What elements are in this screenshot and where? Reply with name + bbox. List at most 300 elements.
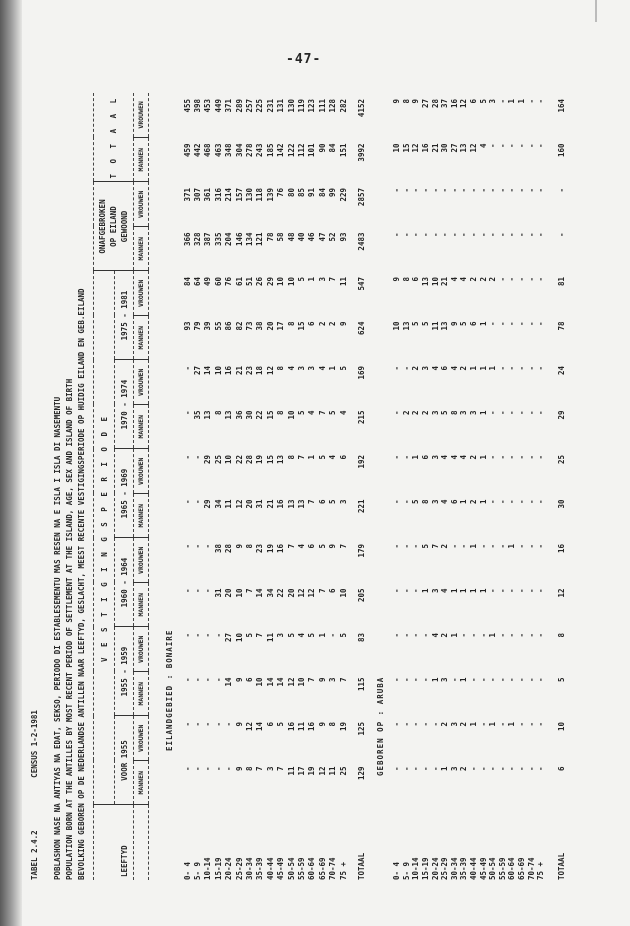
cell-value: - — [526, 722, 536, 727]
table-row — [488, 93, 498, 880]
cell-value: 459 — [182, 143, 192, 158]
cell-value: 13 — [421, 277, 431, 287]
cell-value: - — [517, 766, 527, 772]
cell-value: 1 — [440, 766, 450, 772]
cell-value: - — [182, 499, 192, 505]
cell-value: 2 — [469, 499, 479, 505]
cell-value: 2 — [469, 277, 479, 282]
cell-value: 2 — [459, 366, 469, 371]
cell-value: 3 — [421, 366, 431, 371]
period-header: 1975 - 1981 — [115, 271, 134, 360]
cell-value: 15 — [265, 455, 275, 465]
cell-value: 10 — [224, 455, 234, 465]
table-row — [276, 93, 286, 880]
female-header: VROUWEN — [134, 538, 149, 583]
cell-value: - — [507, 232, 517, 238]
section-table — [392, 93, 546, 880]
cell-value: - — [526, 366, 536, 371]
cell-value: 21 — [440, 277, 450, 287]
cell-value: 20 — [286, 588, 296, 598]
cell-value: - — [507, 677, 517, 683]
male-header: MANNEN — [134, 583, 149, 628]
cell-value: 2 — [459, 766, 469, 772]
cell-value: - — [392, 544, 402, 549]
cell-value: 10 — [213, 366, 223, 376]
cell-value: - — [411, 232, 421, 238]
cell-value: 1 — [307, 455, 317, 460]
cell-value: 3 — [469, 410, 479, 416]
age-group-label: 75 + — [338, 861, 348, 880]
cell-value: 8 — [556, 633, 566, 638]
table-row — [469, 93, 479, 880]
cell-value: - — [526, 677, 536, 683]
age-group-label: 10-14 — [411, 857, 421, 880]
cell-value: - — [401, 188, 411, 193]
cell-value: 18 — [255, 366, 265, 376]
cell-value: 4 — [338, 410, 348, 416]
cell-value: 15 — [401, 143, 411, 153]
cell-value: 8 — [449, 410, 459, 416]
cell-value: - — [488, 188, 498, 193]
age-group-label: 55-59 — [296, 857, 306, 880]
cell-value: 1 — [469, 544, 479, 549]
cell-value: - — [392, 188, 402, 193]
cell-value: - — [459, 188, 469, 193]
cell-value: 9 — [328, 544, 338, 549]
cell-value: 4 — [449, 455, 459, 460]
cell-value: - — [182, 455, 192, 460]
cell-value: 7 — [328, 277, 338, 282]
cell-value: 1 — [478, 499, 488, 505]
cell-value: 22 — [234, 455, 244, 465]
age-group-label: 45-49 — [276, 857, 286, 880]
cell-value: - — [392, 677, 402, 683]
cell-value: - — [411, 722, 421, 727]
cell-value: 14 — [255, 722, 265, 732]
cell-value: 11 — [338, 277, 348, 287]
cell-value: 7 — [317, 588, 327, 594]
cell-value: 6 — [265, 722, 275, 727]
cell-value: 6 — [307, 544, 317, 549]
cell-value: 11 — [265, 633, 275, 643]
cell-value: - — [526, 99, 536, 104]
cell-value: 10 — [556, 722, 566, 732]
cell-value: - — [440, 232, 450, 238]
table-row — [234, 93, 244, 880]
cell-value: 1 — [459, 677, 469, 683]
age-group-label: 15-19 — [213, 857, 223, 880]
cell-value: 6 — [421, 455, 431, 460]
cell-value: - — [497, 99, 507, 104]
cell-value: 3 — [338, 499, 348, 505]
table-row — [526, 93, 536, 880]
cell-value: 3 — [307, 366, 317, 371]
cell-value: - — [449, 677, 459, 683]
uninterrupted-line-1: ONAFGEBROKEN — [98, 199, 107, 254]
male-header: MANNEN — [134, 227, 149, 272]
cell-value: 7 — [296, 455, 306, 460]
cell-value: 5 — [286, 633, 296, 638]
cell-value: 14 — [255, 588, 265, 598]
table-row — [507, 93, 517, 880]
table-row — [536, 93, 546, 880]
cell-value: 3 — [449, 722, 459, 727]
cell-value: 119 — [296, 99, 306, 113]
cell-value: 243 — [255, 143, 265, 158]
period-header: 1955 - 1959 — [115, 627, 134, 716]
age-group-label: 25-29 — [234, 857, 244, 880]
cell-value: 25 — [556, 455, 566, 465]
cell-value: 91 — [307, 188, 317, 198]
cell-value: 34 — [213, 499, 223, 509]
table-row — [392, 93, 402, 880]
age-group-label: 5- 9 — [401, 861, 411, 880]
cell-value: 111 — [317, 99, 327, 113]
cell-value: - — [182, 588, 192, 594]
cell-value: 7 — [317, 410, 327, 416]
age-group-label: 60-64 — [307, 857, 317, 880]
cell-value: 12 — [245, 722, 255, 732]
cell-value: 21 — [234, 366, 244, 376]
table-description — [52, 288, 88, 880]
cell-value: - — [459, 633, 469, 638]
age-group-label: 55-59 — [497, 857, 507, 880]
cell-value: 2 — [411, 366, 421, 371]
cell-value: 28 — [224, 544, 234, 554]
cell-value: 16 — [307, 722, 317, 732]
cell-value: 3992 — [356, 143, 366, 162]
cell-value: - — [213, 722, 223, 727]
cell-value: - — [507, 143, 517, 149]
cell-value: 1 — [478, 588, 488, 594]
cell-value: 2 — [411, 410, 421, 416]
cell-value: - — [497, 677, 507, 683]
female-header: VROUWEN — [134, 360, 149, 405]
cell-value: 6 — [411, 277, 421, 282]
cell-value: 118 — [255, 188, 265, 202]
cell-value: 48 — [286, 232, 296, 242]
cell-value: 16 — [556, 544, 566, 554]
total-row — [556, 93, 566, 880]
cell-value: 5 — [338, 366, 348, 371]
cell-value: 1 — [488, 722, 498, 727]
cell-value: - — [536, 588, 546, 594]
cell-value: - — [526, 544, 536, 549]
male-header: MANNEN — [134, 405, 149, 450]
cell-value: - — [401, 499, 411, 505]
cell-value: 76 — [224, 277, 234, 287]
cell-value: 307 — [193, 188, 203, 202]
cell-value: 361 — [203, 188, 213, 202]
cell-value: 4 — [296, 633, 306, 638]
cell-value: 214 — [224, 188, 234, 202]
cell-value: 8 — [401, 99, 411, 104]
cell-value: 80 — [286, 188, 296, 198]
cell-value: 225 — [255, 99, 265, 113]
table-row — [192, 93, 202, 880]
cell-value: 134 — [245, 232, 255, 247]
cell-value: 7 — [276, 766, 286, 772]
table-row — [244, 93, 254, 880]
cell-value: - — [469, 232, 479, 238]
cell-value: 16 — [276, 499, 286, 509]
cell-value: 157 — [234, 188, 244, 202]
cell-value: - — [392, 766, 402, 772]
cell-value: 19 — [338, 722, 348, 732]
table-row — [421, 93, 431, 880]
cell-value: - — [430, 766, 440, 772]
cell-value: 2 — [440, 633, 450, 638]
cell-value: 46 — [307, 232, 317, 242]
cell-value: 10 — [234, 588, 244, 598]
cell-value: - — [182, 366, 192, 371]
cell-value: 55 — [213, 321, 223, 331]
cell-value: 146 — [234, 232, 244, 247]
cell-value: 3 — [440, 677, 450, 683]
cell-value: 101 — [307, 143, 317, 158]
cell-value: 5 — [411, 499, 421, 505]
male-header: MANNEN — [134, 672, 149, 717]
cell-value: - — [536, 633, 546, 638]
age-group-label: TOTAAL — [356, 852, 366, 880]
cell-value: - — [536, 544, 546, 549]
cell-value: 4152 — [356, 99, 366, 118]
cell-value: - — [536, 455, 546, 460]
cell-value: - — [517, 544, 527, 549]
cell-value: - — [497, 633, 507, 638]
cell-value: - — [488, 588, 498, 594]
cell-value: - — [517, 143, 527, 149]
table-row — [402, 93, 412, 880]
cell-value: 76 — [276, 188, 286, 198]
cell-value: - — [411, 188, 421, 193]
cell-value: - — [401, 633, 411, 638]
cell-value: 16 — [276, 544, 286, 554]
cell-value: - — [517, 588, 527, 594]
cell-value: 1 — [488, 633, 498, 638]
cell-value: 229 — [338, 188, 348, 202]
cell-value: 31 — [213, 588, 223, 598]
cell-value: - — [497, 722, 507, 727]
cell-value: 6 — [328, 588, 338, 594]
cell-value: 282 — [338, 99, 348, 113]
cell-value: 10 — [296, 677, 306, 687]
cell-value: 316 — [213, 188, 223, 202]
cell-value: - — [182, 633, 192, 638]
cell-value: 1 — [507, 99, 517, 104]
cell-value: 7 — [255, 633, 265, 638]
cell-value: 6 — [469, 321, 479, 327]
cell-value: 15 — [265, 410, 275, 420]
cell-value: 9 — [411, 99, 421, 104]
cell-value: 20 — [224, 588, 234, 598]
cell-value: 5 — [296, 410, 306, 416]
cell-value: - — [401, 366, 411, 371]
cell-value: - — [517, 455, 527, 460]
cell-value: - — [536, 722, 546, 727]
cell-value: 4 — [440, 588, 450, 594]
cell-value: 7 — [307, 677, 317, 683]
cell-value: - — [488, 321, 498, 327]
cell-value: 1 — [488, 366, 498, 371]
cell-value: 37 — [440, 99, 450, 109]
cell-value: - — [488, 766, 498, 772]
cell-value: 3 — [449, 766, 459, 772]
cell-value: 93 — [338, 232, 348, 242]
cell-value: 463 — [213, 143, 223, 158]
cell-value: 5 — [421, 321, 431, 327]
cell-value: 85 — [296, 188, 306, 198]
section-label: GEBOREN OP : ARUBA — [376, 676, 385, 776]
cell-value: 6 — [245, 677, 255, 683]
cell-value: - — [401, 544, 411, 549]
cell-value: 40 — [296, 232, 306, 242]
cell-value: 12 — [556, 588, 566, 598]
cell-value: - — [497, 588, 507, 594]
cell-value: 16 — [421, 143, 431, 153]
age-group-label: 20-24 — [224, 857, 234, 880]
section-table — [182, 93, 348, 880]
cell-value: 19 — [255, 455, 265, 465]
cell-value: 624 — [356, 321, 366, 336]
cell-value: - — [193, 499, 203, 505]
cell-value: 17 — [276, 321, 286, 331]
cell-value: 47 — [317, 232, 327, 242]
cell-value: - — [469, 766, 479, 772]
table-row — [450, 93, 460, 880]
table-row — [338, 93, 348, 880]
table-row — [327, 93, 337, 880]
cell-value: 83 — [356, 633, 366, 643]
cell-value: - — [517, 677, 527, 683]
period-header: 1970 - 1974 — [115, 360, 134, 449]
cell-value: - — [401, 766, 411, 772]
age-group-label: 15-19 — [421, 857, 431, 880]
cell-value: - — [449, 232, 459, 238]
cell-value: - — [556, 188, 566, 193]
cell-value: 5 — [440, 410, 450, 416]
cell-value: - — [497, 143, 507, 149]
cell-value: 13 — [459, 143, 469, 153]
cell-value: 51 — [245, 277, 255, 287]
cell-value: - — [421, 677, 431, 683]
cell-value: - — [497, 766, 507, 772]
cell-value: - — [182, 722, 192, 727]
cell-value: - — [536, 410, 546, 416]
cell-value: 455 — [182, 99, 192, 113]
cell-value: - — [478, 722, 488, 727]
page-number: -47- — [286, 52, 322, 67]
cell-value: 371 — [182, 188, 192, 202]
cell-value: 169 — [356, 366, 366, 380]
cell-value: 1 — [507, 544, 517, 549]
cell-value: 4 — [286, 366, 296, 371]
cell-value: - — [411, 766, 421, 772]
cell-value: 17 — [296, 766, 306, 776]
cell-value: 13 — [296, 499, 306, 509]
cell-value: 12 — [296, 588, 306, 598]
cell-value: 3 — [328, 677, 338, 683]
age-group-label: 40-44 — [265, 857, 275, 880]
cell-value: 4 — [478, 143, 488, 149]
table-number: TABEL 2.4.2 — [30, 830, 39, 880]
cell-value: 8 — [213, 410, 223, 416]
cell-value: 10 — [392, 321, 402, 331]
cell-value: 123 — [307, 99, 317, 113]
header-spacer — [134, 805, 149, 880]
cell-value: - — [193, 455, 203, 460]
cell-value: 1 — [459, 588, 469, 594]
cell-value: - — [507, 766, 517, 772]
age-group-label: 0- 4 — [182, 861, 192, 880]
cell-value: 289 — [234, 99, 244, 113]
cell-value: 2 — [440, 544, 450, 549]
cell-value: 39 — [203, 321, 213, 331]
cell-value: 30 — [556, 499, 566, 509]
cell-value: - — [203, 722, 213, 727]
cell-value: 10 — [255, 677, 265, 687]
cell-value: 2 — [401, 410, 411, 416]
cell-value: 31 — [255, 499, 265, 509]
uninterrupted-header — [94, 182, 134, 271]
cell-value: 8 — [286, 321, 296, 327]
uninterrupted-line-2: OP EILAND — [109, 206, 118, 247]
cell-value: 221 — [356, 499, 366, 514]
cell-value: - — [536, 366, 546, 371]
cell-value: 125 — [356, 722, 366, 736]
age-group-label: 75 + — [536, 861, 546, 880]
cell-value: 90 — [317, 143, 327, 153]
cell-value: - — [478, 633, 488, 638]
description-papiamentu: POBLASHON NASE NA ANTIYAS NA EDAT, SEKSO, PERIODO DI ESTABLESEMENTU MAS RESEN NA E ISLA I ISLA DI NASEMENTU — [53, 396, 62, 880]
cell-value: 29 — [203, 455, 213, 465]
cell-value: - — [497, 366, 507, 371]
cell-value: - — [430, 722, 440, 727]
age-header: LEEFTYD — [120, 845, 129, 877]
cell-value: - — [507, 455, 517, 460]
age-group-label: 25-29 — [440, 857, 450, 880]
cell-value: 4 — [440, 499, 450, 505]
cell-value: - — [411, 633, 421, 638]
cell-value: - — [224, 766, 234, 772]
cell-value: - — [203, 588, 213, 594]
cell-value: 35 — [193, 410, 203, 420]
cell-value: 60 — [213, 277, 223, 287]
period-header: 1965 - 1969 — [115, 449, 134, 538]
cell-value: 1 — [478, 455, 488, 460]
table-row — [182, 93, 192, 880]
cell-value: - — [193, 588, 203, 594]
cell-value: 6 — [556, 766, 566, 772]
cell-value: - — [526, 499, 536, 505]
cell-value: - — [469, 188, 479, 193]
cell-value: - — [497, 499, 507, 505]
cell-value: 2 — [488, 277, 498, 282]
male-header: MANNEN — [134, 137, 149, 182]
cell-value: - — [497, 321, 507, 327]
cell-value: - — [401, 588, 411, 594]
cell-value: 348 — [224, 143, 234, 158]
cell-value: 13 — [276, 455, 286, 465]
cell-value: - — [203, 633, 213, 638]
cell-value: - — [392, 633, 402, 638]
age-group-label: 70-74 — [526, 857, 536, 880]
cell-value: 5 — [411, 321, 421, 327]
female-header: VROUWEN — [134, 271, 149, 316]
section-label: EILANDGEBIED : BONAIRE — [165, 629, 174, 751]
cell-value: 28 — [245, 455, 255, 465]
cell-value: 9 — [234, 722, 244, 727]
